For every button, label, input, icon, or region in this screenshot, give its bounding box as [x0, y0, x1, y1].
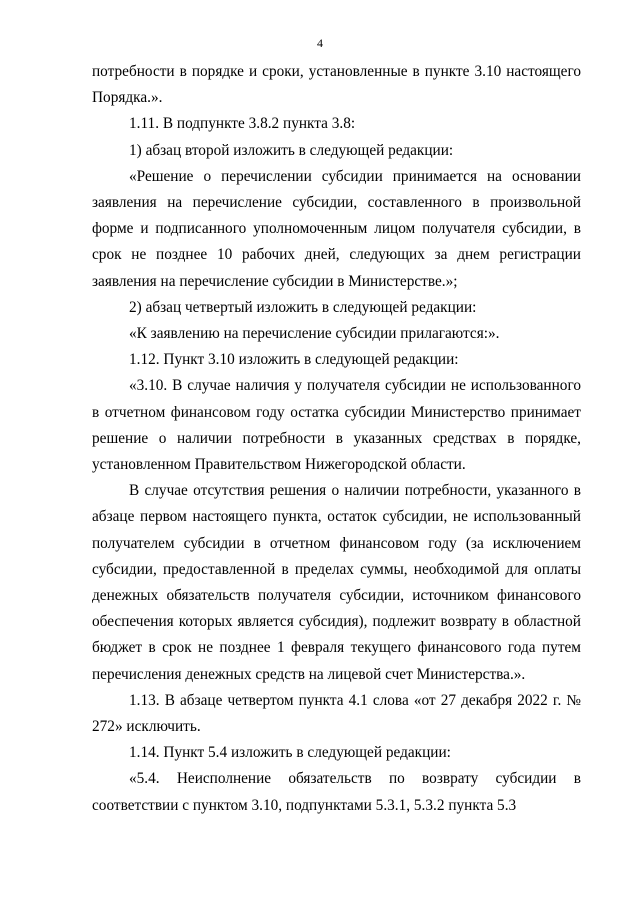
paragraph: 2) абзац четвертый изложить в следующей редакции: [129, 298, 477, 316]
paragraph: В случае отсутствия решения о наличии потребности, указанного в абзаце первом настоящего пункта, остаток субсидии, не использованный получателем субсидии в отчетном финансовом году (за исключением субсидии, предоставленной в пределах суммы, необходимой для оплаты денежных обязательств получателя субсидии, источником финансового обеспечения которых является субсидия), подлежит возврату в областной бюджет в срок не позднее 1 февраля текущего финансового года путем перечисления денежных средств на лицевой счет Министерства.». [92, 482, 581, 683]
paragraph: 1) абзац второй изложить в следующей редакции: [129, 141, 454, 159]
paragraph: «5.4. Неисполнение обязательств по возврату субсидии в соответствии с пунктом 3.10, подпунктами 5.3.1, 5.3.2 пункта 5.3 [92, 770, 581, 814]
paragraph: потребности в порядке и сроки, установленные в пункте 3.10 настоящего Порядка.». [92, 63, 581, 107]
paragraph: «К заявлению на перечисление субсидии прилагаются:». [129, 325, 500, 343]
page-number: 4 [317, 36, 323, 50]
paragraph: «Решение о перечислении субсидии принимается на основании заявления на перечисление субсидии, составленного в произвольной форме и подписанного уполномоченным лицом получателя субсидии, в срок не позднее 10 рабочих дней, следующих за днем регистрации заявления на перечисление субсидии в Министерстве.»; [92, 167, 581, 290]
paragraph: 1.13. В абзаце четвертом пункта 4.1 слова «от 27 декабря 2022 г. № 272» исключить. [92, 691, 581, 736]
paragraph: «3.10. В случае наличия у получателя субсидии не использованного в отчетном финансовом году остатка субсидии Министерство принимает решение о наличии потребности в указанных средствах в порядке, установленном Правительством Нижегородской области. [92, 377, 581, 474]
document-body [92, 59, 581, 819]
paragraph: 1.11. В подпункте 3.8.2 пункта 3.8: [129, 115, 356, 133]
paragraph: 1.14. Пункт 5.4 изложить в следующей редакции: [129, 744, 451, 762]
paragraph: 1.12. Пункт 3.10 изложить в следующей редакции: [129, 351, 459, 369]
